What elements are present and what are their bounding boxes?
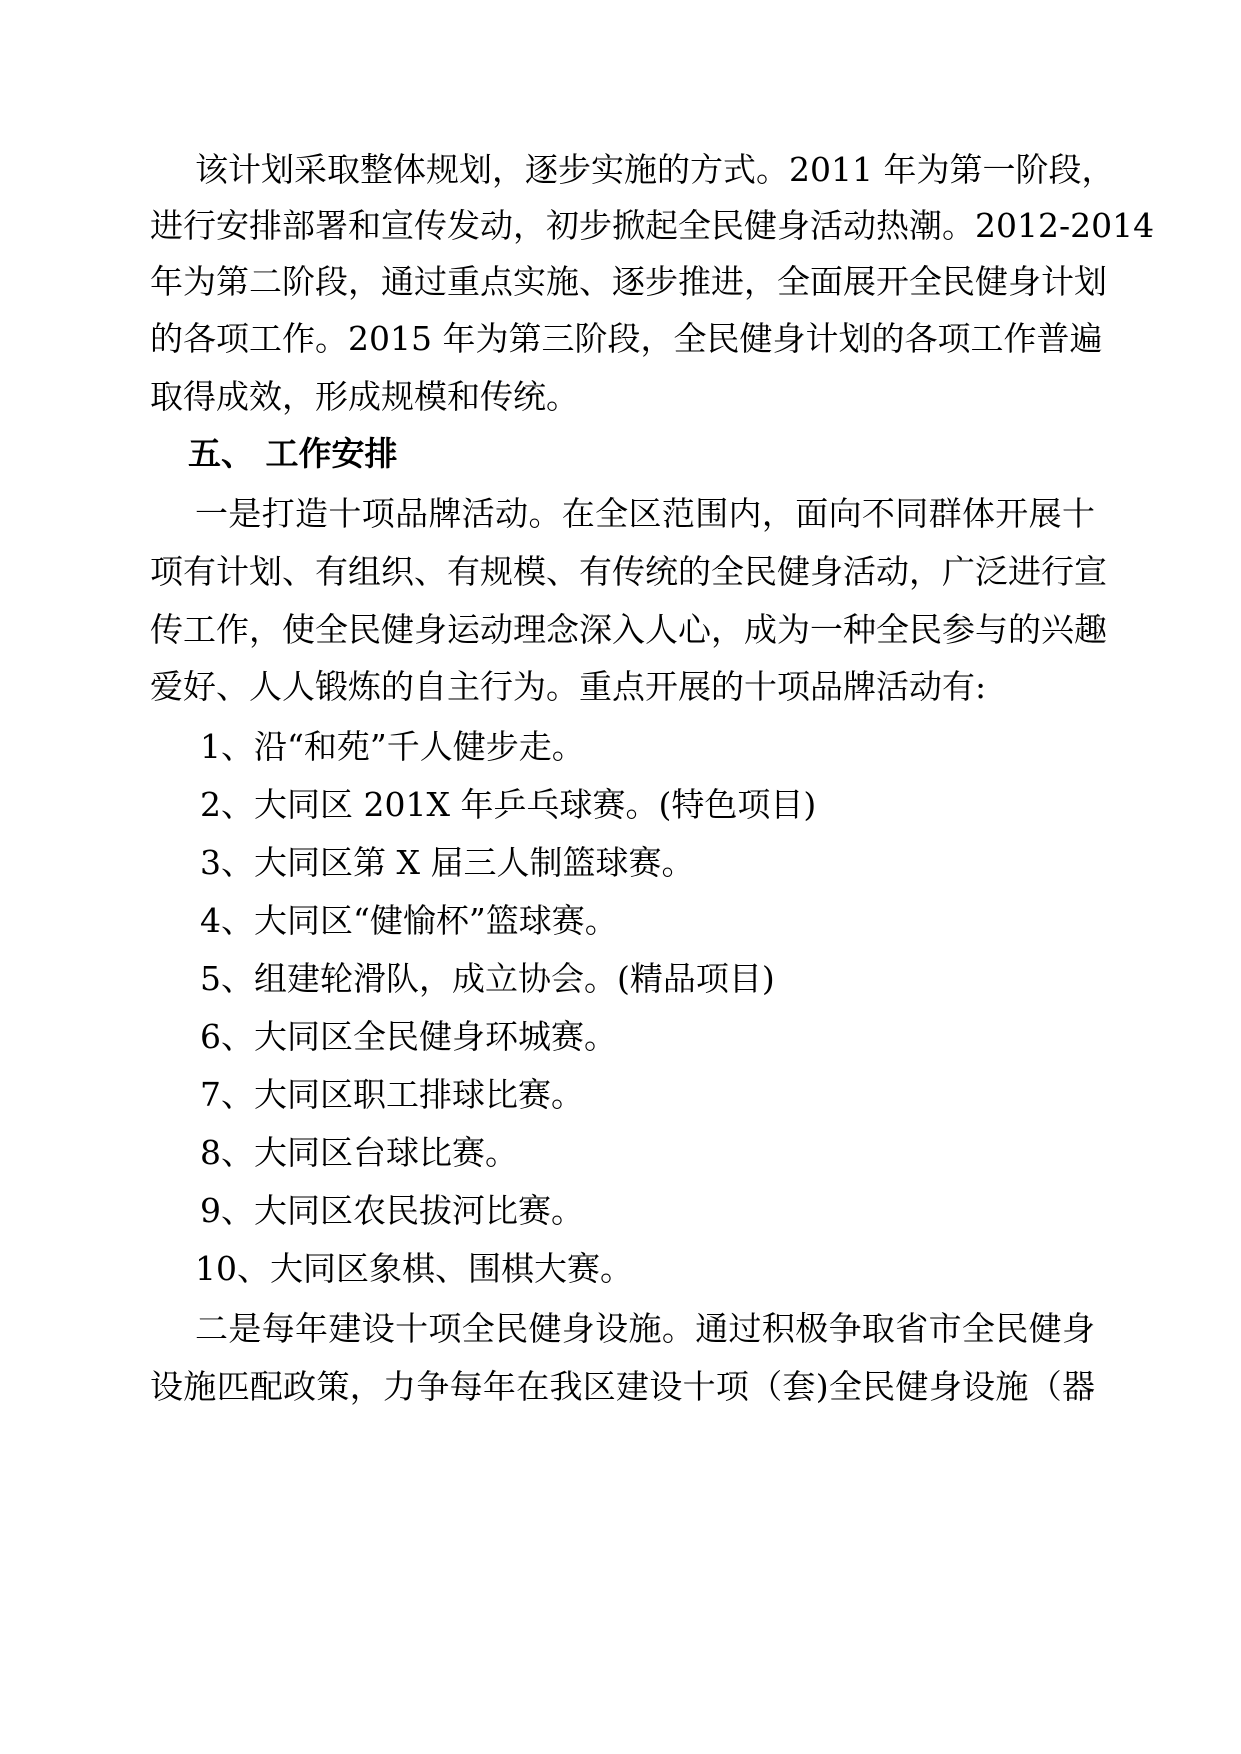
paragraph-1-line-3: 年为第二阶段，通过重点实施、逐步推进，全面展开全民健身计划 (150, 262, 1107, 301)
paragraph-1-line-4: 的各项工作。2015 年为第三阶段，全民健身计划的各项工作普遍 (150, 319, 1103, 358)
section-heading: 五、 工作安排 (188, 434, 398, 473)
activity-item-6: 6、大同区全民健身环城赛。 (200, 1017, 617, 1056)
activity-item-3: 3、大同区第 X 届三人制篮球赛。 (200, 843, 695, 882)
activity-item-9: 9、大同区农民拔河比赛。 (200, 1191, 584, 1230)
paragraph-1-line-1: 该计划采取整体规划，逐步实施的方式。2011 年为第一阶段， (195, 150, 1115, 189)
paragraph-2-line-1: 一是打造十项品牌活动。在全区范围内，面向不同群体开展十 (195, 494, 1095, 533)
activity-item-4: 4、大同区“健愉杯”篮球赛。 (200, 901, 618, 940)
paragraph-3-line-2: 设施匹配政策，力争每年在我区建设十项（套)全民健身设施（器 (150, 1367, 1095, 1406)
activity-item-8: 8、大同区台球比赛。 (200, 1133, 518, 1172)
activity-item-5: 5、组建轮滑队，成立协会。(精品项目) (200, 959, 775, 998)
activity-item-2: 2、大同区 201X 年乒乓球赛。(特色项目) (200, 785, 817, 824)
paragraph-3-line-1: 二是每年建设十项全民健身设施。通过积极争取省市全民健身 (195, 1309, 1095, 1348)
paragraph-1-line-5: 取得成效，形成规模和传统。 (150, 377, 579, 416)
paragraph-2-line-4: 爱好、人人锻炼的自主行为。重点开展的十项品牌活动有: (150, 667, 987, 706)
paragraph-1-line-2: 进行安排部署和宣传发动，初步掀起全民健身活动热潮。2012-2014 (150, 206, 1155, 245)
paragraph-2-line-3: 传工作，使全民健身运动理念深入人心，成为一种全民参与的兴趣 (150, 610, 1107, 649)
paragraph-2-line-2: 项有计划、有组织、有规模、有传统的全民健身活动，广泛进行宣 (150, 552, 1107, 591)
activity-item-10: 10、大同区象棋、围棋大赛。 (195, 1249, 633, 1288)
activity-item-7: 7、大同区职工排球比赛。 (200, 1075, 584, 1114)
activity-item-1: 1、沿“和苑”千人健步走。 (200, 727, 585, 766)
